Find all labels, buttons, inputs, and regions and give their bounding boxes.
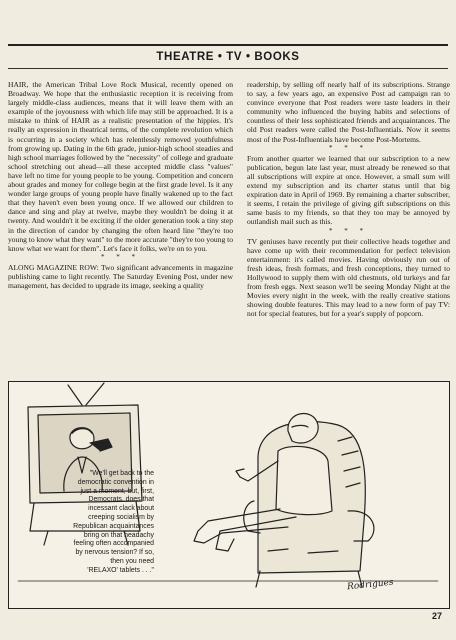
caption-line: just a moment, but, first,: [80, 487, 154, 495]
caption-line: bring on that headachy: [83, 531, 154, 539]
hair-review-paragraph: HAIR, the American Tribal Love Rock Musical, recently opened on Broadway. We hope that the enthusiastic reception it is receiving from largely middle-class audiences, means that it will leave them with an example of the joyousness with which life may still be approached. It is a mistake to think of HAIR as a realistic presentation of the hippies. It's really an expression in theatrical terms, of the complete revolution which is occurring in a society which has relentlessly removed youthfulness from growing up. Dating in the 6th grade, junior-high school steadies and high school marriages followed by the "necessity" of college and graduate school stretching out ahead—all these accepted middle class "values" have left no time for young people to be young. Competition and concern about grades and money for college begin at the first grade level. Is it any wonder large groups of young people have finally wakened up to the fact that they haven't even been young once. If we allowed our children to dance and sing and play at twelve, maybe they wouldn't be doing it at twenty. And wouldn't it be exciting if the older generation took a tiny step in the direction of candor by changing the often heard line "they're too young to know what they want" to the more accurate "they're too young to know what we want for them". Let's face it folks, we're on to you.: [8, 80, 233, 253]
section-divider-stars: * * *: [329, 226, 368, 235]
caption-line: "We'll get back to the: [89, 470, 154, 477]
page-number: 27: [431, 611, 442, 621]
magazine-row-paragraph: ALONG MAGAZINE ROW: Two significant advancements in magazine publishing came to light recently. The Saturday Evening Post, under new management, has decided to upgrade its image, seeking a quality: [8, 262, 233, 291]
subscription-paragraph: From another quarter we learned that our subscription to a new publication, begun late last year, must already be renewed so that all subscriptions will expire at once. However, a small sum will extend my subscription and its charter status until that big expiration date in April of 1969. By remaining a charter subscriber, it seems, I retain the privilege of giving gift subscriptions on this same basis to my friends, so that they too may be annoyed by outlandish mail such as this.: [247, 153, 450, 227]
header-bottom-rule: [8, 68, 448, 69]
section-divider-stars: * * *: [101, 252, 140, 261]
caption-line: democratic convention in: [77, 478, 154, 486]
tv-movies-paragraph: TV geniuses have recently put their collective heads together and have come up with their recommendation for perfect television entertainment: it's called movies. Having obviously run out of fresh ideas, fresh formats, and fresh conceptions, they turned to Hollywood to supply them with old chestnuts, old turkeys and far from fresh eggs. Next season we'll be seeing Monday Night at the Movies every night in the week, with the really creative stations showing double features. This may lead to a new form of pay TV: not for special features, but for a year's supply of popcorn.: [247, 236, 450, 319]
section-header: THEATRE • TV • BOOKS: [156, 51, 300, 63]
section-divider-stars: * * *: [329, 143, 368, 152]
caption-line: creeping socialism by: [88, 513, 154, 521]
post-readership-paragraph: readership, by selling off nearly half of its subscriptions. Strange to say, a few years ago, an expensive Post ad campaign ran to convince everyone that Post readers were taste leaders in their community who influenced the buying habits and selections of countless of their less sophisticated friends and acquaintances. The old Post readers were called the Post-Influentials. Now it seems most of the Post-Influentials have become Post-Mortems.: [247, 80, 450, 144]
caption-line: Republican acquaintances: [73, 522, 154, 530]
caption-line: then you need: [110, 557, 154, 565]
cartoon-caption: [40, 470, 154, 576]
caption-line: feeling often accompanied: [73, 540, 154, 548]
left-column: [8, 80, 233, 290]
artist-signature: Rodrigues: [346, 577, 395, 593]
caption-line: by nervous tension? If so,: [75, 549, 154, 557]
right-column: [247, 80, 450, 318]
caption-line: 'RELAXO' tablets . . .": [87, 566, 154, 574]
caption-line: Democrats, does that: [88, 496, 154, 504]
caption-line: incessant clack about: [88, 505, 154, 513]
header-top-rule: [8, 44, 448, 46]
